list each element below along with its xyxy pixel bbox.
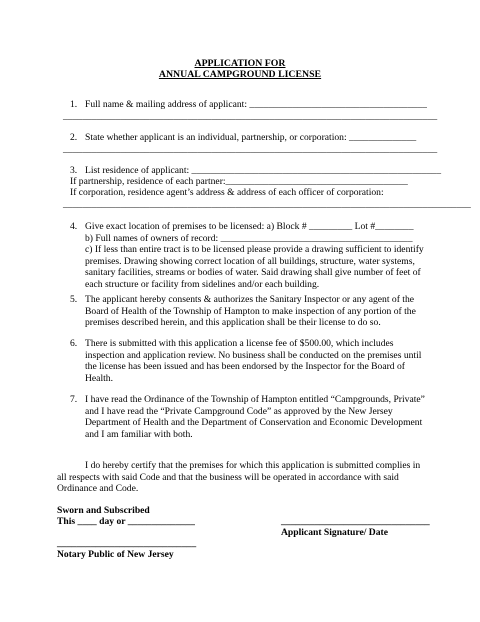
q1-applicant-name-field[interactable]: Full name & mailing address of applicant: _____________________________________	[85, 99, 427, 110]
applicant-signature-field[interactable]: _______________________________	[281, 516, 430, 527]
q6-line: inspection and application review. No business shall be conducted on the premises until	[85, 349, 422, 361]
q3-residence-field[interactable]: List residence of applicant: ____________________________________________________	[85, 165, 441, 176]
document-title-line1: APPLICATION FOR	[194, 58, 286, 69]
q2-number: 2.	[70, 132, 78, 143]
notary-label: Notary Public of New Jersey	[57, 549, 174, 560]
certification-line: I do hereby certify that the premises for which this application is submitted complies in	[85, 460, 421, 471]
certification-line: all respects with said Code and that the business will be operated in accordance with said	[57, 472, 399, 483]
q6-fee-block	[85, 338, 421, 384]
sworn-day-field[interactable]: This ____ day or ______________	[57, 516, 195, 527]
sworn-label: Sworn and Subscribed	[57, 505, 150, 516]
q1-number: 1.	[70, 99, 78, 110]
q7-line: I have read the Ordinance of the Township of Hampton entitled “Campgrounds, Private”	[85, 394, 425, 405]
q4-line: premises. Drawing showing correct location of all buildings, structure, water systems,	[85, 255, 415, 267]
document-title-line2: ANNUAL CAMPGROUND LICENSE	[158, 69, 322, 80]
applicant-signature-label: Applicant Signature/ Date	[281, 527, 388, 538]
q7-ordinance-block	[85, 394, 425, 440]
q7-line: Department of Health and the Department of Conservation and Economic Development	[85, 417, 423, 429]
q7-line: and I am familiar with both.	[85, 428, 193, 440]
q5-number: 5.	[70, 294, 78, 305]
q6-line: the license has been issued and has been endorsed by the Inspector for the Board of	[85, 361, 405, 373]
q6-number: 6.	[70, 338, 78, 349]
q6-line: Health.	[85, 372, 113, 384]
q4-line: c) If less than entire tract is to be licensed please provide a drawing sufficient to identify	[85, 244, 424, 256]
q3-partner-residence-field[interactable]: If partnership, residence of each partner:______________________________________	[70, 176, 408, 187]
q2-continuation-field[interactable]: ______________________________________________________________________________	[63, 144, 438, 155]
q3-number: 3.	[70, 165, 78, 176]
q4-location-block	[85, 221, 424, 290]
q7-number: 7.	[70, 394, 78, 405]
q2-applicant-type-field[interactable]: State whether applicant is an individual, partnership, or corporation: ______________	[85, 132, 417, 143]
q5-line: premises described herein, and this application shall be their license to do so.	[85, 317, 381, 329]
q4-block-lot-field[interactable]: Give exact location of premises to be licensed: a) Block # _________ Lot #________	[85, 221, 414, 232]
q4-number: 4.	[70, 221, 78, 232]
q7-line: and I have read the “Private Campground Code” as approved by the New Jersey	[85, 405, 393, 417]
certification-line: Ordinance and Code.	[57, 483, 139, 494]
notary-signature-field[interactable]: _____________________________	[57, 538, 197, 549]
q4-line: each structure or facility from sidelines and/or each building.	[85, 278, 320, 290]
q6-line: There is submitted with this application a license fee of $500.00, which includes	[85, 338, 394, 349]
q5-line: The applicant hereby consents & authorizes the Sanitary Inspector or any agent of the	[85, 294, 415, 305]
q5-line: Board of Health of the Township of Hampton to make inspection of any portion of the	[85, 305, 416, 317]
q4-owners-field[interactable]: b) Full names of owners of record: ________________________________________	[85, 232, 413, 244]
q5-consent-block	[85, 294, 416, 329]
q3-corporation-field[interactable]: _____________________________________________________________________________________	[63, 199, 471, 210]
q1-address-continuation-field[interactable]: ______________________________________________________________________________	[63, 111, 438, 122]
q4-line: sanitary facilities, streams or bodies of water. Said drawing shall give number of feet of	[85, 267, 421, 279]
q3-corporation-label: If corporation, residence agent’s address & address of each officer of corporation:	[70, 187, 384, 198]
